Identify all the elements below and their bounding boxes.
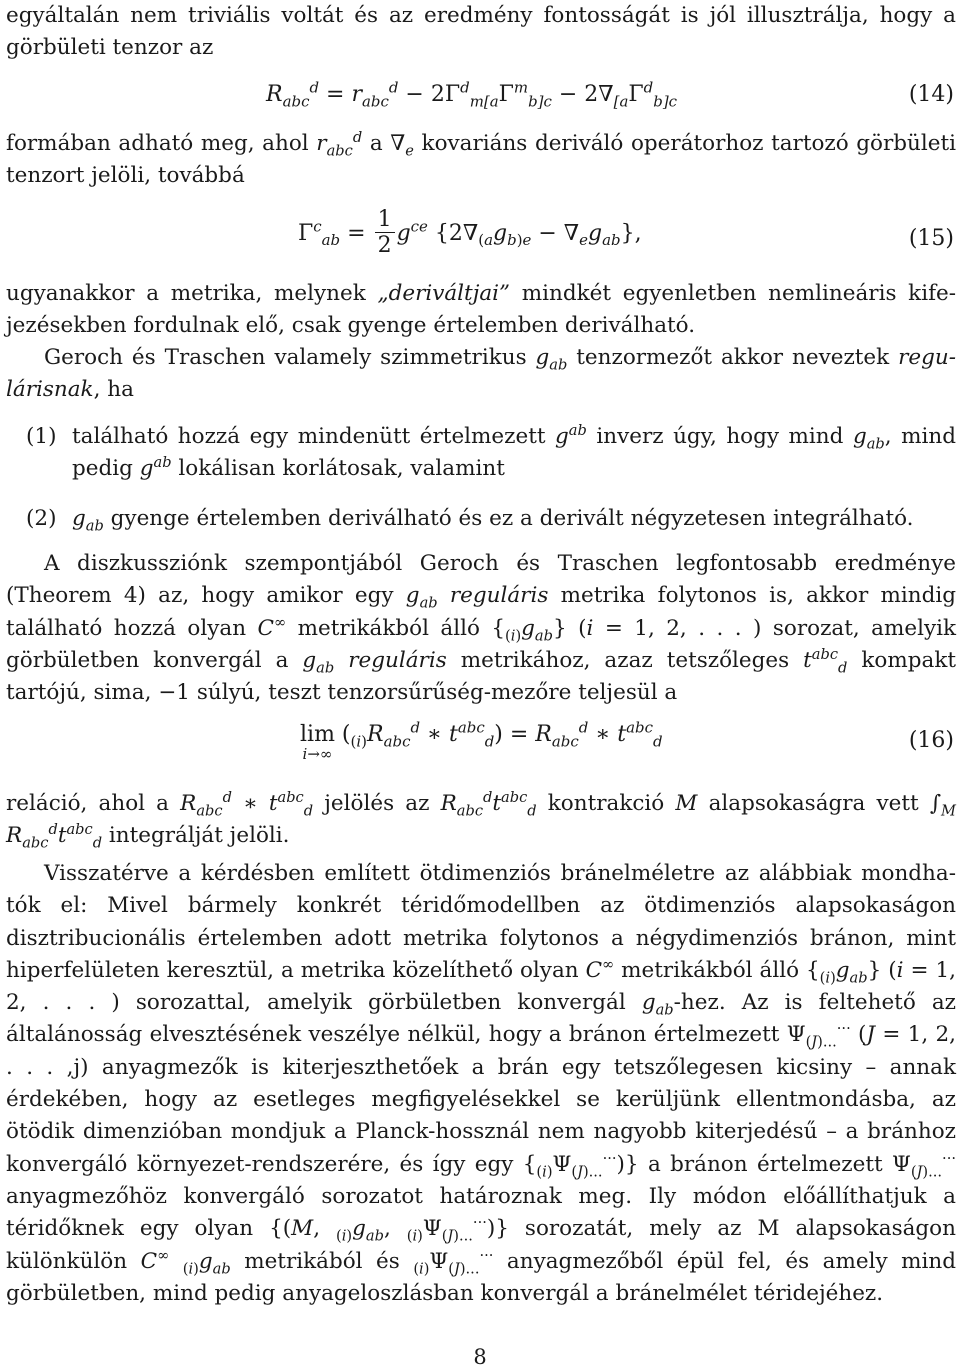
paragraph-3: ugyanakkor a metrika, melynek „deriváltjai” mindkét egyenletben nemlineáris kife-jezésekben fordulnak elő, csak gyenge értelemben deriválható. bbox=[6, 281, 957, 339]
equation-14 bbox=[0, 78, 960, 118]
equation-number: (15) bbox=[908, 226, 954, 251]
paragraph-2: formában adható meg, ahol $r_{abc}^d$ a $\nabla_e$ kovariáns deriváló operátorhoz tartozó görbületi tenzort jelöli, továbbá bbox=[6, 128, 957, 189]
paragraph-intro bbox=[6, 0, 956, 65]
list-item-text: $g_{ab}$ gyenge értelemben deriválható és ez a derivált négyzetesen integrálható. bbox=[72, 506, 914, 535]
paragraph-5: A diszkussziónk szempontjából Geroch és Traschen legfontosabb eredménye (Theorem 4) az, hogy amikor egy $g_{ab}$ reguláris metrika folytonos is, akkor mindig található hozzá olyan C∞ metrikákból álló $\{_{(i)}g_{ab}\} (i = 1$, 2, . . . ) sorozat, amelyik görbületben konvergál a $g_{ab}$ reguláris metrikához, azaz tetszőleges $t^{abc}_d$ kompakt tartójú, sima, −1 súlyú, teszt tenzorsűrűség-mezőre teljesül a bbox=[6, 551, 957, 706]
equation-body: lim i→∞ ($_{(i)}R_{abc}^d$ ∗ $t^{abc}_d) = R_{abc}^d$ ∗ $t^{abc}_d$ bbox=[300, 718, 663, 763]
list-item-label: (2) bbox=[26, 506, 57, 531]
paragraph-7: Visszatérve a kérdésben említett ötdimenziós bránelméletre az alábbiak mondha-tók el: Mivel bármely konkrét téridőmodellben az ötdimenziós alapsokaságon disztribucionális értelemben adott metrika folytonos a négydimenziós bránon, mint hiperfelületen keresztül, a metrika közelíthető olyan C∞ metrikákból álló $\{_{(i)}g_{ab}\} (i = 1$, 2, . . . ) sorozattal, amelyik görbületben konvergál $g_{ab}$-hez. Az is feltehető az általánosság elvesztésének veszélye nélkül, hogy a bránon értelmezett $\Psi_{(J)...}^{\cdot\cdot\cdot}$ (J = 1, 2, . . . ,j) anyagmezők is kiterjeszthetőek a brán egy tetszőlegesen kicsiny – annak érdekében, hogy az esetleges megfigyelésekkel se kerüljünk ellentmondásba, az ötödik dimenzióban mondjuk a Planck-hossznál nem nagyobb kiterjedésű – a bránhoz konvergáló környezet-rendszerére, és így egy $\{_{(i)}\Psi_{(J)...}^{\cdot\cdot\cdot})$} a bránon értelmezett $\Psi_{(J)...}^{\cdot\cdot\cdot}$ anyagmezőhöz konvergáló sorozatot határoznak meg. Ily módon előállíthatjuk a téridőknek egy olyan {(M, $_{(i)}g_{ab}$, $_{(i)}\Psi_{(J)...}^{\cdot\cdot\cdot}$)} sorozatát, mely az M alapsokaságon különkülön C∞ $_{(i)}g_{ab}$ metrikából és $_{(i)}\Psi_{(J)...}^{\cdot\cdot\cdot}$ anyagmezőből épül fel, és amely mind görbületben, mind pedig anyageloszlásban konvergál a bránelmélet téridejéhez. bbox=[6, 861, 957, 1306]
equation-number: (14) bbox=[908, 82, 954, 107]
paragraph-6: reláció, ahol a $R_{abc}^d$ ∗ $t^{abc}_d$ jelölés az $R_{abc}^dt^{abc}_d$ kontrakció M alapsokaságra vett $\int_M$ $R_{abc}^dt^{abc}_d$ integrálját jelöli. bbox=[6, 788, 956, 852]
text-span: egyáltalán nem triviális voltát és az eredmény fontosságát is jól illusztrálja, hogy a görbületi tenzor az bbox=[6, 3, 956, 61]
equation-16 bbox=[0, 718, 960, 774]
equation-body: $R_{abc}^d = r_{abc}^d - 2\Gamma^d_{m[a}\Gamma^m_{b]c} - 2\nabla_{[a}\Gamma^d_{b]c}$ bbox=[266, 78, 678, 111]
list-item bbox=[26, 421, 956, 487]
page-number: 8 bbox=[473, 1345, 487, 1369]
equation-15 bbox=[0, 208, 960, 272]
list-item bbox=[26, 503, 956, 537]
list-item-label: (1) bbox=[26, 424, 57, 449]
equation-number: (16) bbox=[908, 728, 954, 753]
paragraph-4: Geroch és Traschen valamely szimmetrikus $g_{ab}$ tenzormezőt akkor neveztek regu-lárisnak, ha bbox=[6, 345, 956, 403]
equation-body: $\Gamma^c_{ab}$ = $\frac{1}{2}$ $g^{ce}$ $\{2\nabla_{(a}g_{b)e} - \nabla_eg_{ab}\}$, bbox=[298, 207, 642, 259]
list-item-text: található hozzá egy mindenütt értelmezett $g^{ab}$ inverz úgy, hogy mind $g_{ab}$, mind pedig $g^{ab}$ lokálisan korlátosak, valamint bbox=[72, 421, 956, 482]
